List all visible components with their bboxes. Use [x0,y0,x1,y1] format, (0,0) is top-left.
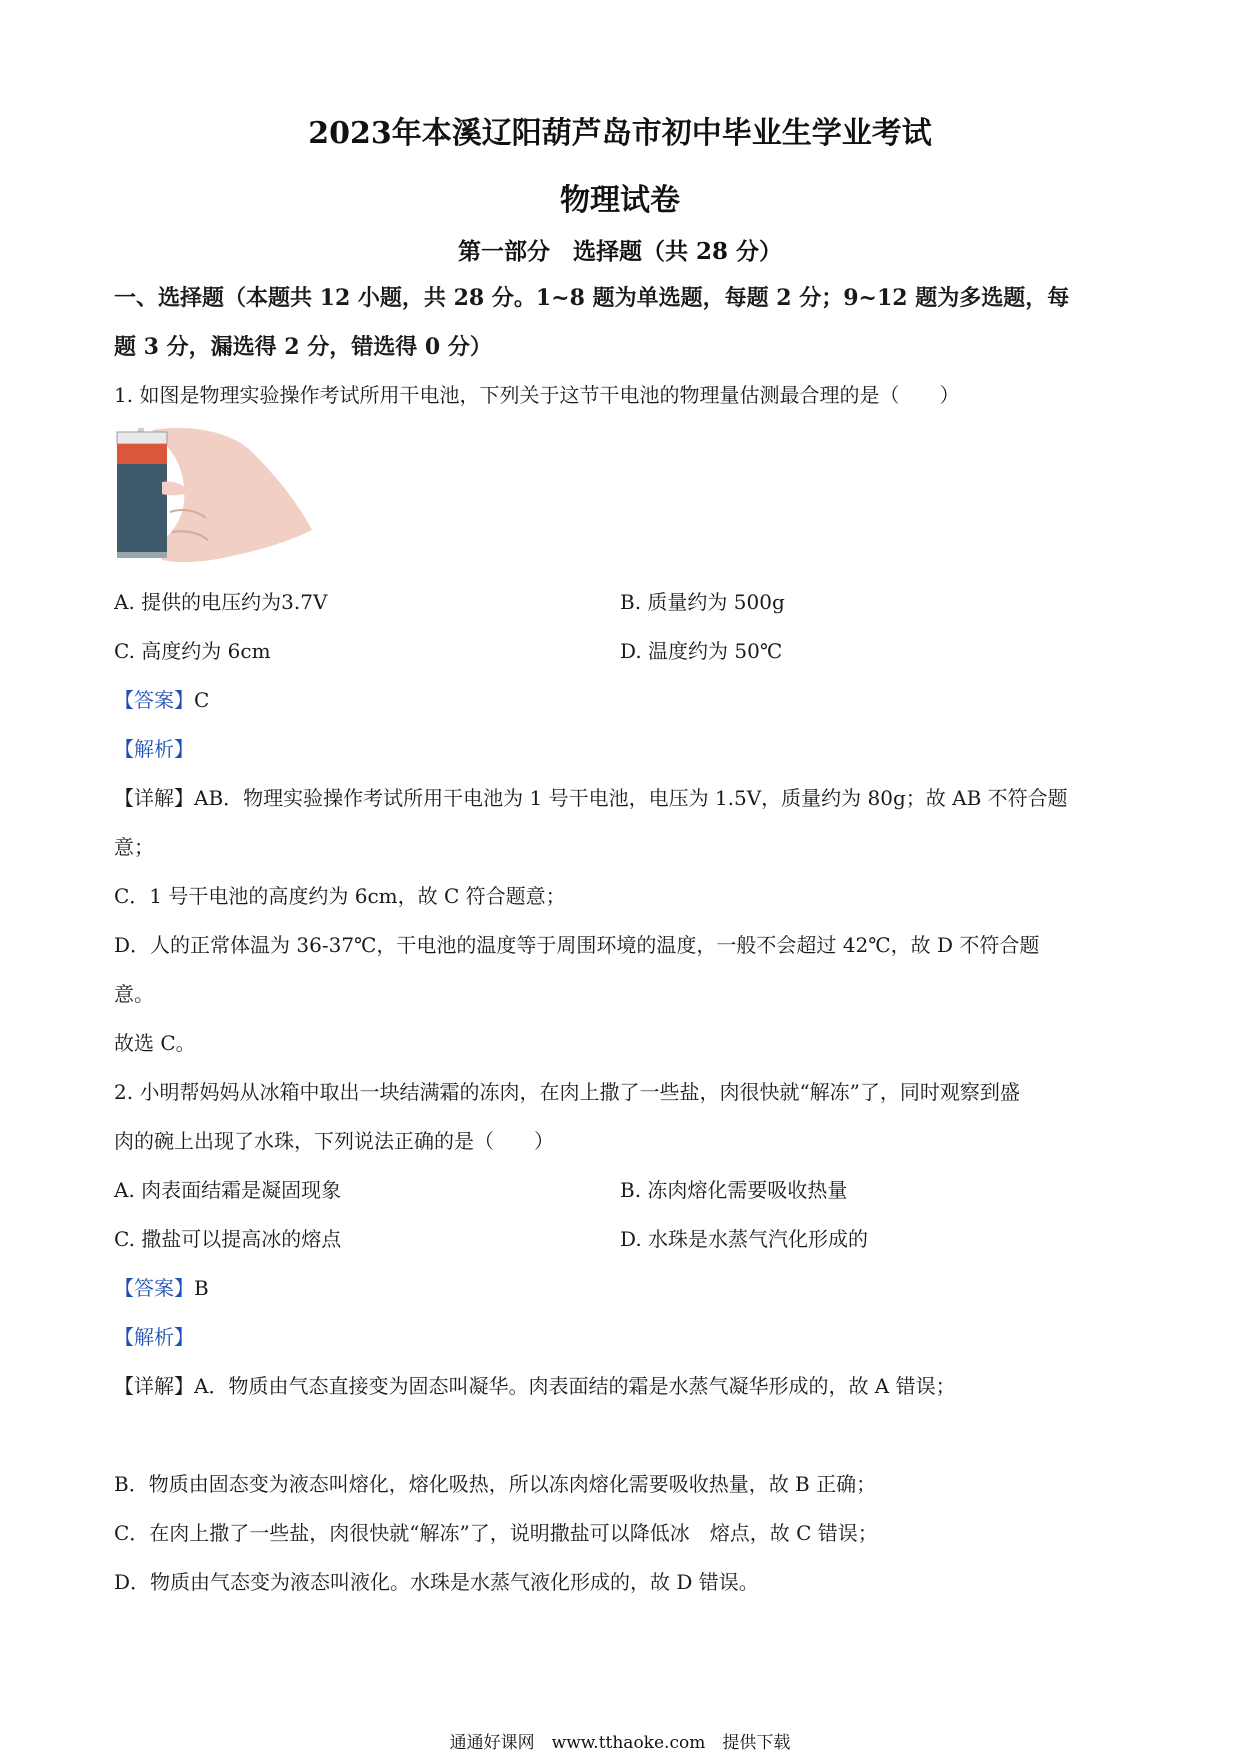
q1-detail-line2: 意； [114,835,154,859]
q1-detail-line5: 意。 [114,982,154,1006]
battery-bottom [117,552,167,558]
answer-value: C [194,688,210,712]
q1-stem: 1. 如图是物理实验操作考试所用干电池，下列关于这节干电池的物理量估测最合理的是（ ） [114,383,960,407]
detail-tag: 【详解】 [114,786,194,810]
q2-detail-line2: B．物质由固态变为液态叫熔化，熔化吸热，所以冻肉熔化需要吸收热量，故 B 正确； [114,1472,877,1496]
q2-detail-line1 [114,1372,1134,1400]
q1-analysis-heading [114,735,1134,763]
answer-tag: 【答案】 [114,1276,194,1300]
q2-answer [114,1274,1134,1302]
q2-stem-line2: 肉的碗上出现了水珠，下列说法正确的是（ ） [114,1129,554,1153]
answer-tag: 【答案】 [114,688,194,712]
battery-cap [117,432,167,444]
battery-band [117,444,167,464]
q1-conclusion: 故选 C。 [114,1031,196,1055]
battery-hand-illustration [112,422,312,572]
analysis-tag: 【解析】 [114,1325,194,1349]
section-instruction-line1: 一、选择题（本题共 12 小题，共 28 分。1~8 题为单选题，每题 2 分；9~12 题为多选题，每 [114,285,1070,311]
detail-text: A．物质由气态直接变为固态叫凝华。肉表面结的霜是水蒸气凝华形成的，故 A 错误； [194,1374,956,1398]
q1-option-c: C. 高度约为 6cm [114,639,271,663]
exam-title: 2023年本溪辽阳葫芦岛市初中毕业生学业考试 [308,116,932,151]
q1-detail-line4: D．人的正常体温为 36-37℃，干电池的温度等于周围环境的温度，一般不会超过 42℃，故 D 不符合题 [114,933,1040,957]
detail-text: AB．物理实验操作考试所用干电池为 1 号干电池，电压为 1.5V，质量约为 80g；故 AB 不符合题 [194,786,1068,810]
q2-detail-line3: C．在肉上撒了一些盐，肉很快就“解冻”了，说明撒盐可以降低冰 熔点，故 C 错误； [114,1521,878,1545]
part-heading: 第一部分 选择题（共 28 分） [457,238,783,265]
answer-value: B [194,1276,209,1300]
battery-in-hand-figure [112,422,312,572]
q2-option-d: D. 水珠是水蒸气汽化形成的 [620,1227,869,1251]
q2-detail-line4: D．物质由气态变为液态叫液化。水珠是水蒸气液化形成的，故 D 错误。 [114,1570,759,1594]
q2-option-b: B. 冻肉熔化需要吸收热量 [620,1178,848,1202]
q1-option-b: B. 质量约为 500g [620,590,785,614]
q1-detail-line3: C．1 号干电池的高度约为 6cm，故 C 符合题意； [114,884,566,908]
q2-analysis-heading [114,1323,1134,1351]
q1-detail-line1 [114,784,1134,812]
q1-option-d: D. 温度约为 50℃ [620,639,783,663]
battery-body [117,464,167,556]
section-instruction-line2: 题 3 分，漏选得 2 分，错选得 0 分） [114,334,492,360]
q2-option-c: C. 撒盐可以提高冰的熔点 [114,1227,342,1251]
q2-option-a: A. 肉表面结霜是凝固现象 [114,1178,342,1202]
q2-stem-line1: 2. 小明帮妈妈从冰箱中取出一块结满霜的冻肉，在肉上撒了一些盐，肉很快就“解冻”了，同时观察到盛 [114,1080,1020,1104]
q1-answer [114,686,1134,714]
analysis-tag: 【解析】 [114,737,194,761]
q1-option-a: A. 提供的电压约为3.7V [114,590,328,614]
detail-tag: 【详解】 [114,1374,194,1398]
exam-subtitle: 物理试卷 [560,183,680,218]
page-footer: 通通好课网 www.tthaoke.com 提供下载 [449,1733,791,1753]
